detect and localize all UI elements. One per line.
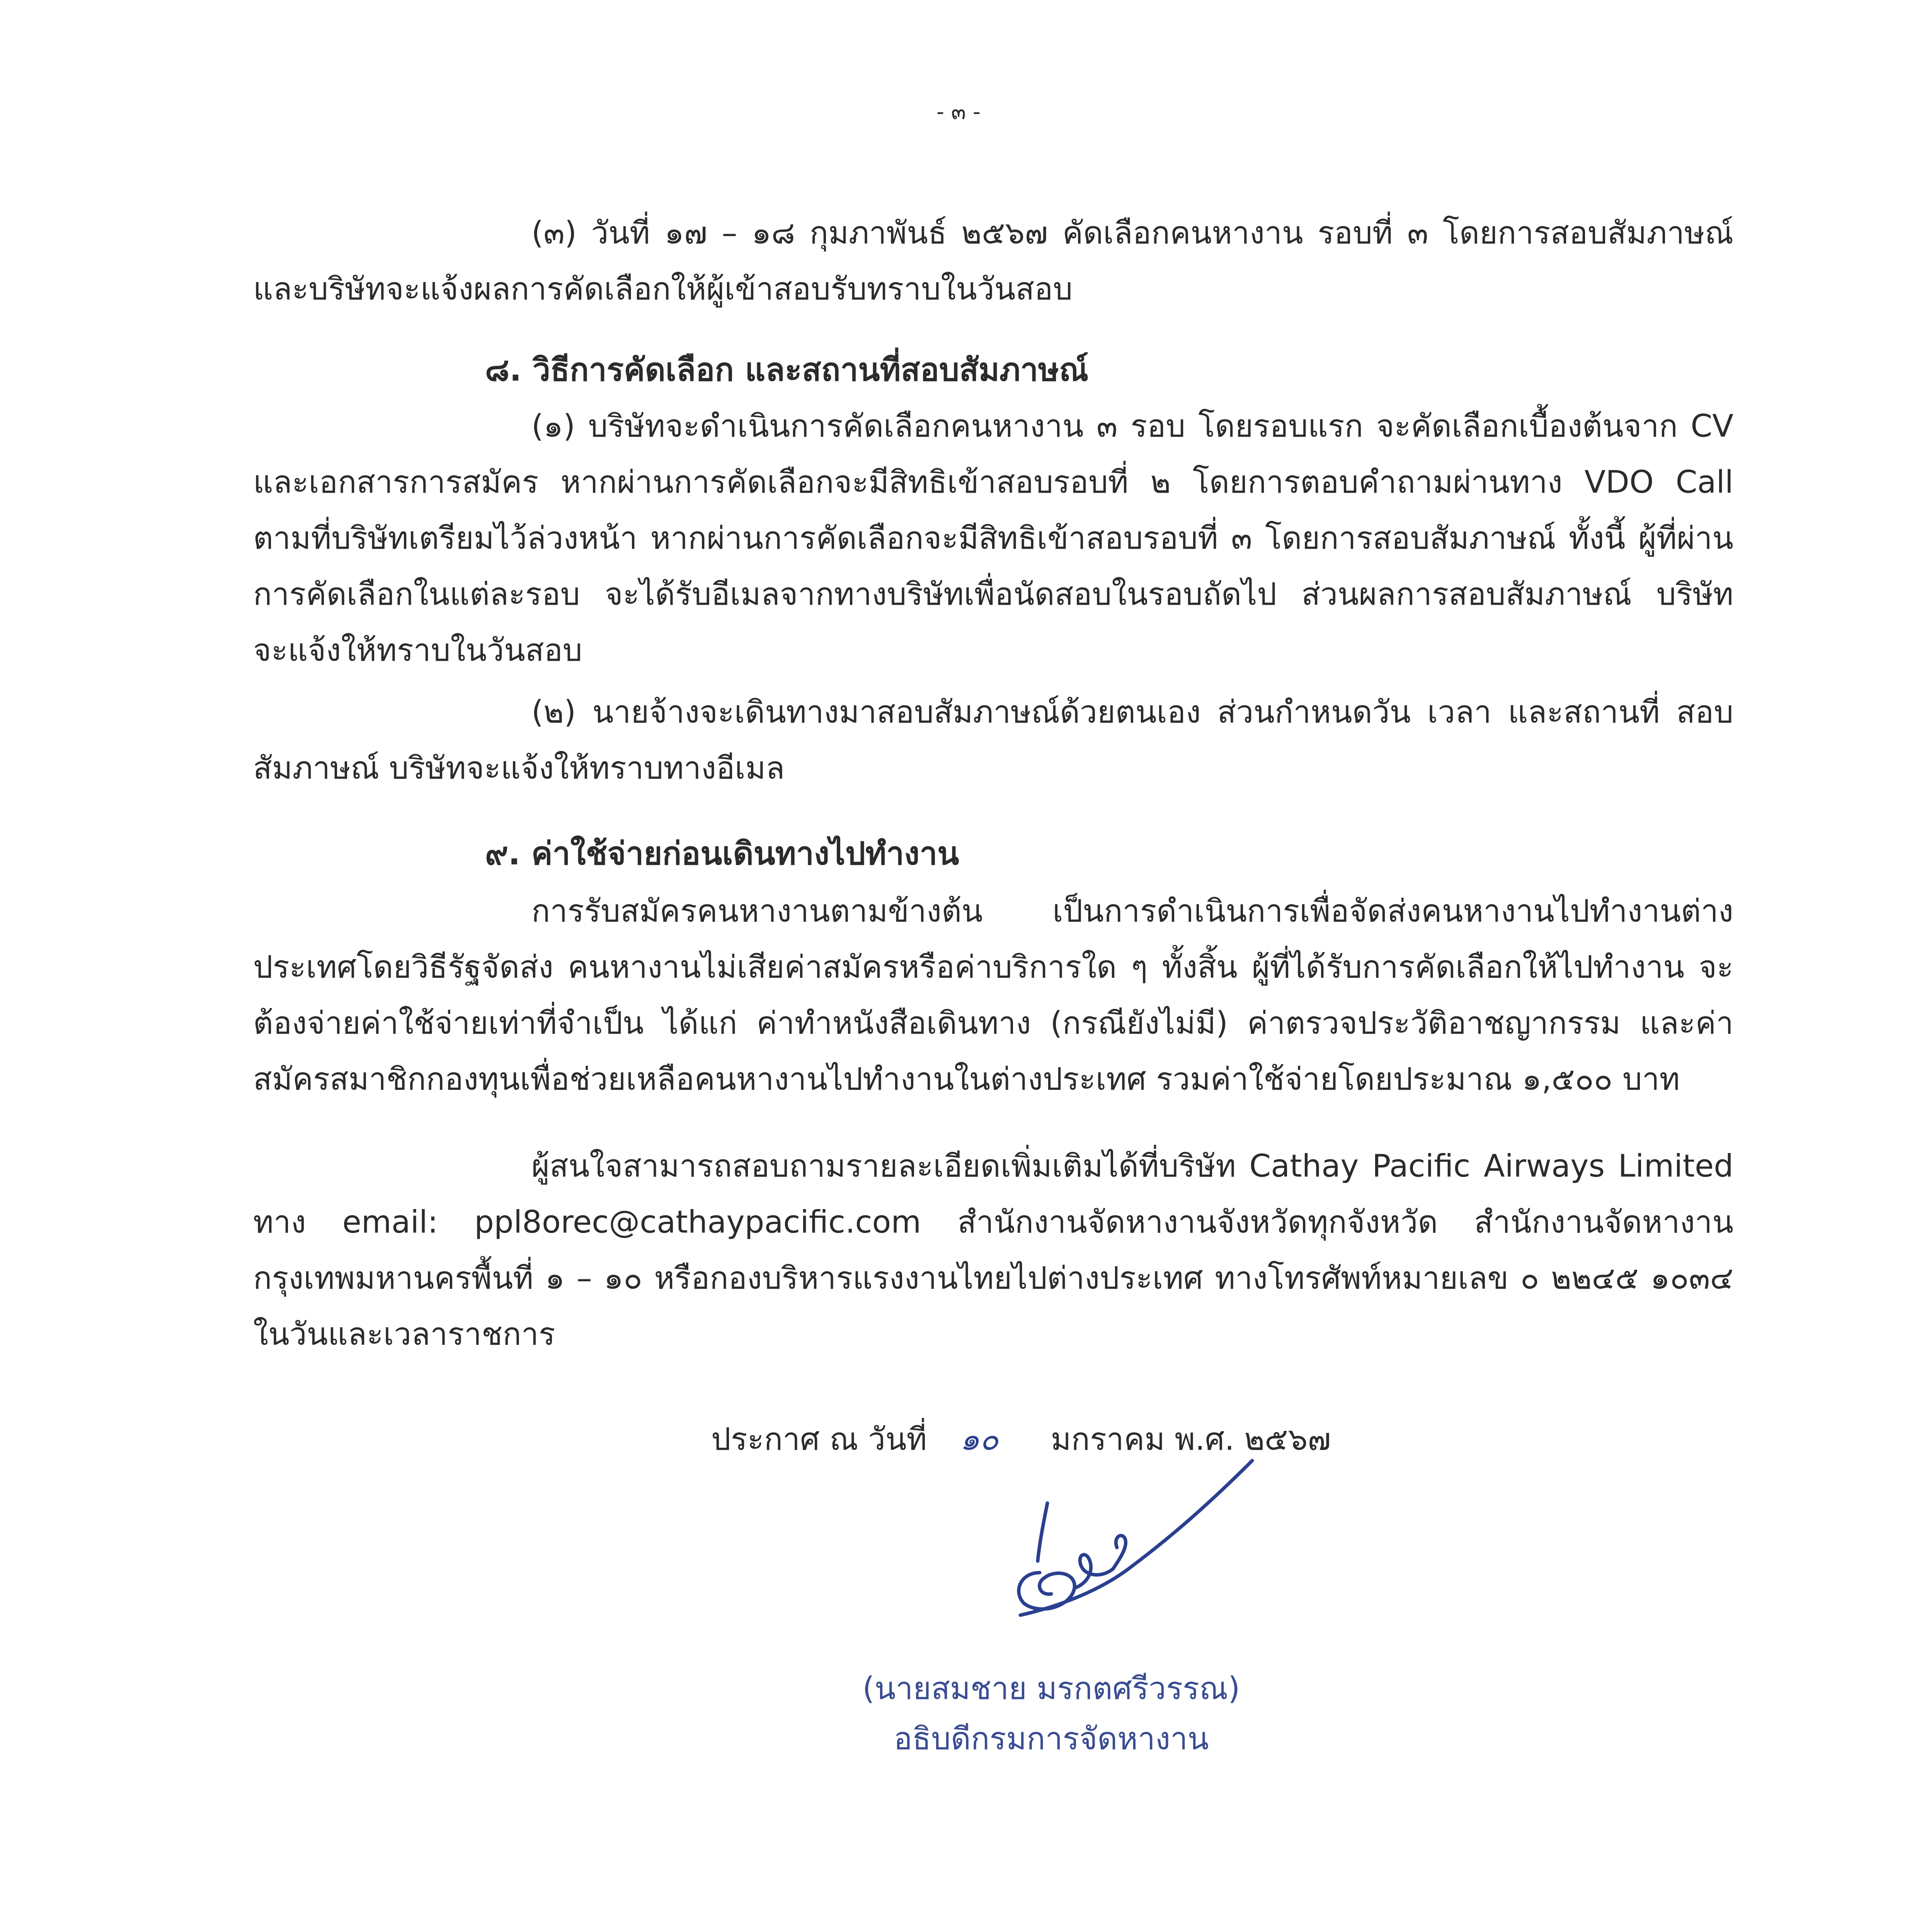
paragraph-text: (๒) นายจ้างจะเดินทางมาสอบสัมภาษณ์ด้วยตนเอง ส่วนกำหนดวัน เวลา และสถานที่ สอบสัมภาษณ์ บริษัทจะแจ้งให้ทราบทางอีเมล xyxy=(253,694,1733,786)
paragraph-text: (๓) วันที่ ๑๗ – ๑๘ กุมภาพันธ์ ๒๕๖๗ คัดเลือกคนหางาน รอบที่ ๓ โดยการสอบสัมภาษณ์ และบริษัทจะแจ้งผลการคัดเลือกให้ผู้เข้าสอบรับทราบในวันสอบ xyxy=(253,215,1733,307)
paragraph-text: (๑) บริษัทจะดำเนินการคัดเลือกคนหางาน ๓ รอบ โดยรอบแรก จะคัดเลือกเบื้องต้นจาก CV และเอกสารการสมัคร หากผ่านการคัดเลือกจะมีสิทธิเข้าสอบรอบที่ ๒ โดยการตอบคำถามผ่านทาง VDO Call ตามที่บริษัทเตรียมไว้ล่วงหน้า หากผ่านการคัดเลือกจะมีสิทธิเข้าสอบรอบที่ ๓ โดยการสอบสัมภาษณ์ ทั้งนี้ ผู้ที่ผ่านการคัดเลือกในแต่ละรอบ จะได้รับอีเมลจากทางบริษัทเพื่อนัดสอบในรอบถัดไป ส่วนผลการสอบสัมภาษณ์ บริษัทจะแจ้งให้ทราบในวันสอบ xyxy=(253,408,1733,668)
paragraph-text: การรับสมัครคนหางานตามข้างต้น เป็นการดำเนินการเพื่อจัดส่งคนหางานไปทำงานต่างประเทศโดยวิธีรัฐจัดส่ง คนหางานไม่เสียค่าสมัครหรือค่าบริการใด ๆ ทั้งสิ้น ผู้ที่ได้รับการคัดเลือกให้ไปทำงาน จะต้องจ่ายค่าใช้จ่ายเท่าที่จำเป็น ได้แก่ ค่าทำหนังสือเดินทาง (กรณียังไม่มี) ค่าตรวจประวัติอาชญากรรม และค่าสมัครสมาชิกกองทุนเพื่อช่วยเหลือคนหางานไปทำงานในต่างประเทศ รวมค่าใช้จ่ายโดยประมาณ ๑,๕๐๐ บาท xyxy=(253,893,1733,1097)
dateline-prefix: ประกาศ ณ วันที่ xyxy=(711,1421,927,1457)
paragraph-selection-process xyxy=(253,398,1733,678)
handwritten-signature xyxy=(997,1445,1291,1627)
signer-title: อธิบดีกรมการจัดหางาน xyxy=(894,1721,1209,1757)
paragraph-contact-info xyxy=(253,1138,1733,1362)
paragraph-interview-travel xyxy=(253,684,1733,796)
paragraph-expenses xyxy=(253,883,1733,1107)
dateline-day: ๑๐ xyxy=(960,1421,999,1457)
section-heading-selection-method: ๘. วิธีการคัดเลือก และสถานที่สอบสัมภาษณ์ xyxy=(485,352,1089,388)
page-number: - ๓ - xyxy=(936,99,981,124)
dateline-month-year: มกราคม พ.ศ. ๒๕๖๗ xyxy=(1050,1421,1331,1457)
section-heading-expenses: ๙. ค่าใช้จ่ายก่อนเดินทางไปทำงาน xyxy=(485,835,959,872)
paragraph-text: ผู้สนใจสามารถสอบถามรายละเอียดเพิ่มเติมได้ที่บริษัท Cathay Pacific Airways Limited ทาง email: ppl8orec@cathaypacific.com สำนักงานจัดหางานจังหวัดทุกจังหวัด สำนักงานจัดหางานกรุงเทพมหานครพื้นที่ ๑ – ๑๐ หรือกองบริหารแรงงานไทยไปต่างประเทศ ทางโทรศัพท์หมายเลข ๐ ๒๒๔๕ ๑๐๓๔ ในวันและเวลาราชการ xyxy=(253,1148,1733,1352)
paragraph-round-3-schedule xyxy=(253,205,1733,317)
signer-name: (นายสมชาย มรกตศรีวรรณ) xyxy=(862,1670,1240,1706)
